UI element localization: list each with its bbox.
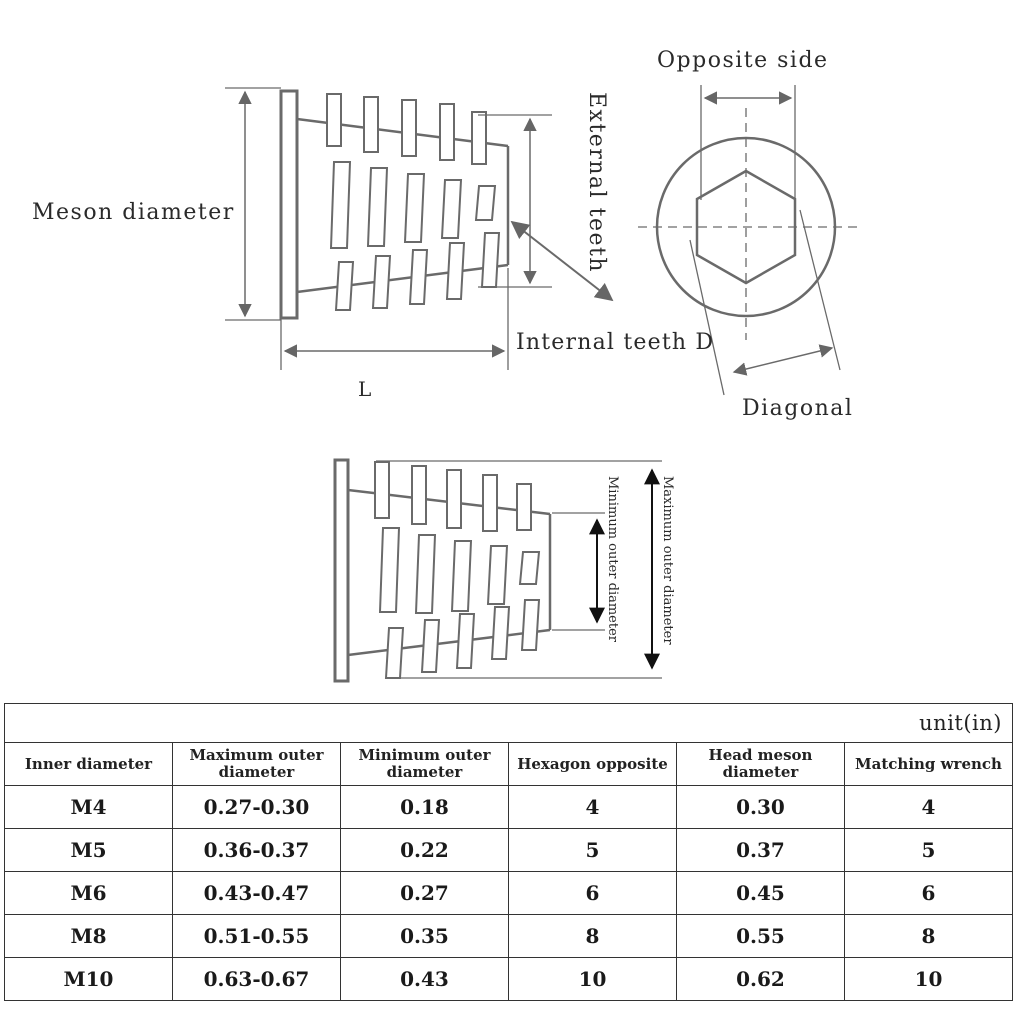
tooth bbox=[522, 600, 539, 650]
tooth bbox=[492, 607, 509, 659]
table-cell: 0.43 bbox=[341, 958, 509, 1001]
specification-table bbox=[4, 703, 1012, 1001]
outer-diameter-diagram bbox=[0, 440, 1020, 690]
tooth bbox=[327, 94, 341, 146]
tooth bbox=[447, 470, 461, 528]
table-cell: M8 bbox=[5, 915, 173, 958]
table-cell: 0.43-0.47 bbox=[173, 872, 341, 915]
tooth bbox=[442, 180, 461, 238]
table-cell: 4 bbox=[845, 786, 1013, 829]
tooth bbox=[457, 614, 474, 668]
column-header: Matching wrench bbox=[845, 743, 1013, 786]
opposite-side-label: Opposite side bbox=[657, 48, 829, 73]
diagonal-dimension bbox=[734, 348, 832, 372]
table-cell: M5 bbox=[5, 829, 173, 872]
table-header-row bbox=[5, 743, 1013, 786]
maximum-outer-label: Maximum outer diameter bbox=[660, 476, 675, 645]
tooth bbox=[331, 162, 350, 248]
tooth bbox=[520, 552, 539, 584]
tooth bbox=[386, 628, 403, 678]
column-header: Head meson diameter bbox=[677, 743, 845, 786]
tooth bbox=[336, 262, 353, 310]
tooth bbox=[373, 256, 390, 308]
tooth bbox=[472, 112, 486, 164]
table-cell: 0.63-0.67 bbox=[173, 958, 341, 1001]
taper-bottom-line-bottom bbox=[348, 630, 550, 655]
table-cell: 0.55 bbox=[677, 915, 845, 958]
external-teeth-row-middle bbox=[331, 162, 495, 248]
outer-teeth-row-middle bbox=[380, 528, 539, 613]
table-cell: 5 bbox=[509, 829, 677, 872]
tooth bbox=[447, 243, 464, 299]
minimum-outer-label: Minimum outer diameter bbox=[605, 476, 620, 643]
table-cell: 0.36-0.37 bbox=[173, 829, 341, 872]
column-header: Hexagon opposite bbox=[509, 743, 677, 786]
table-cell: 8 bbox=[845, 915, 1013, 958]
table-row bbox=[5, 915, 1013, 958]
table-cell: M10 bbox=[5, 958, 173, 1001]
table-cell: 10 bbox=[845, 958, 1013, 1001]
table-cell: 0.51-0.55 bbox=[173, 915, 341, 958]
table-cell: 0.62 bbox=[677, 958, 845, 1001]
tooth bbox=[380, 528, 399, 612]
table-cell: M4 bbox=[5, 786, 173, 829]
tooth bbox=[517, 484, 531, 530]
table-row bbox=[5, 958, 1013, 1001]
external-teeth-row-top bbox=[327, 94, 486, 164]
table-cell: 0.30 bbox=[677, 786, 845, 829]
taper-bottom-line bbox=[297, 265, 508, 292]
table-cell: 6 bbox=[509, 872, 677, 915]
length-label: L bbox=[358, 377, 372, 401]
tooth bbox=[375, 462, 389, 518]
tooth bbox=[483, 475, 497, 531]
tooth bbox=[405, 174, 424, 242]
table-cell: 10 bbox=[509, 958, 677, 1001]
table-row bbox=[5, 872, 1013, 915]
internal-teeth-label: Internal teeth D bbox=[516, 330, 715, 355]
tooth bbox=[422, 620, 439, 672]
table-cell: 5 bbox=[845, 829, 1013, 872]
insert-dimension-diagram bbox=[0, 0, 1020, 440]
external-teeth-row-bottom bbox=[336, 233, 499, 310]
tooth bbox=[488, 546, 507, 604]
table-cell: 6 bbox=[845, 872, 1013, 915]
tooth bbox=[416, 535, 435, 613]
unit-label: unit(in) bbox=[5, 704, 1013, 743]
tooth bbox=[482, 233, 499, 287]
table-cell: 0.18 bbox=[341, 786, 509, 829]
tooth bbox=[368, 168, 387, 246]
table-cell: M6 bbox=[5, 872, 173, 915]
table-row bbox=[5, 829, 1013, 872]
column-header: Inner diameter bbox=[5, 743, 173, 786]
column-header: Minimum outer diameter bbox=[341, 743, 509, 786]
table-cell: 0.27-0.30 bbox=[173, 786, 341, 829]
tooth bbox=[452, 541, 471, 611]
tooth bbox=[440, 104, 454, 160]
meson-diameter-label: Meson diameter bbox=[32, 200, 235, 225]
head-flange-bottom bbox=[335, 460, 348, 681]
column-header: Maximum outer diameter bbox=[173, 743, 341, 786]
tooth bbox=[412, 466, 426, 524]
external-teeth-label: External teeth bbox=[584, 92, 609, 274]
diagonal-label: Diagonal bbox=[742, 396, 854, 421]
table-cell: 0.45 bbox=[677, 872, 845, 915]
table-cell: 0.35 bbox=[341, 915, 509, 958]
table-cell: 0.22 bbox=[341, 829, 509, 872]
table-cell: 0.27 bbox=[341, 872, 509, 915]
table-cell: 4 bbox=[509, 786, 677, 829]
table-cell: 0.37 bbox=[677, 829, 845, 872]
tooth bbox=[364, 97, 378, 152]
table-cell: 8 bbox=[509, 915, 677, 958]
tooth bbox=[476, 186, 495, 220]
head-flange bbox=[281, 91, 297, 318]
tooth bbox=[410, 250, 427, 304]
tooth bbox=[402, 100, 416, 156]
table-row bbox=[5, 786, 1013, 829]
